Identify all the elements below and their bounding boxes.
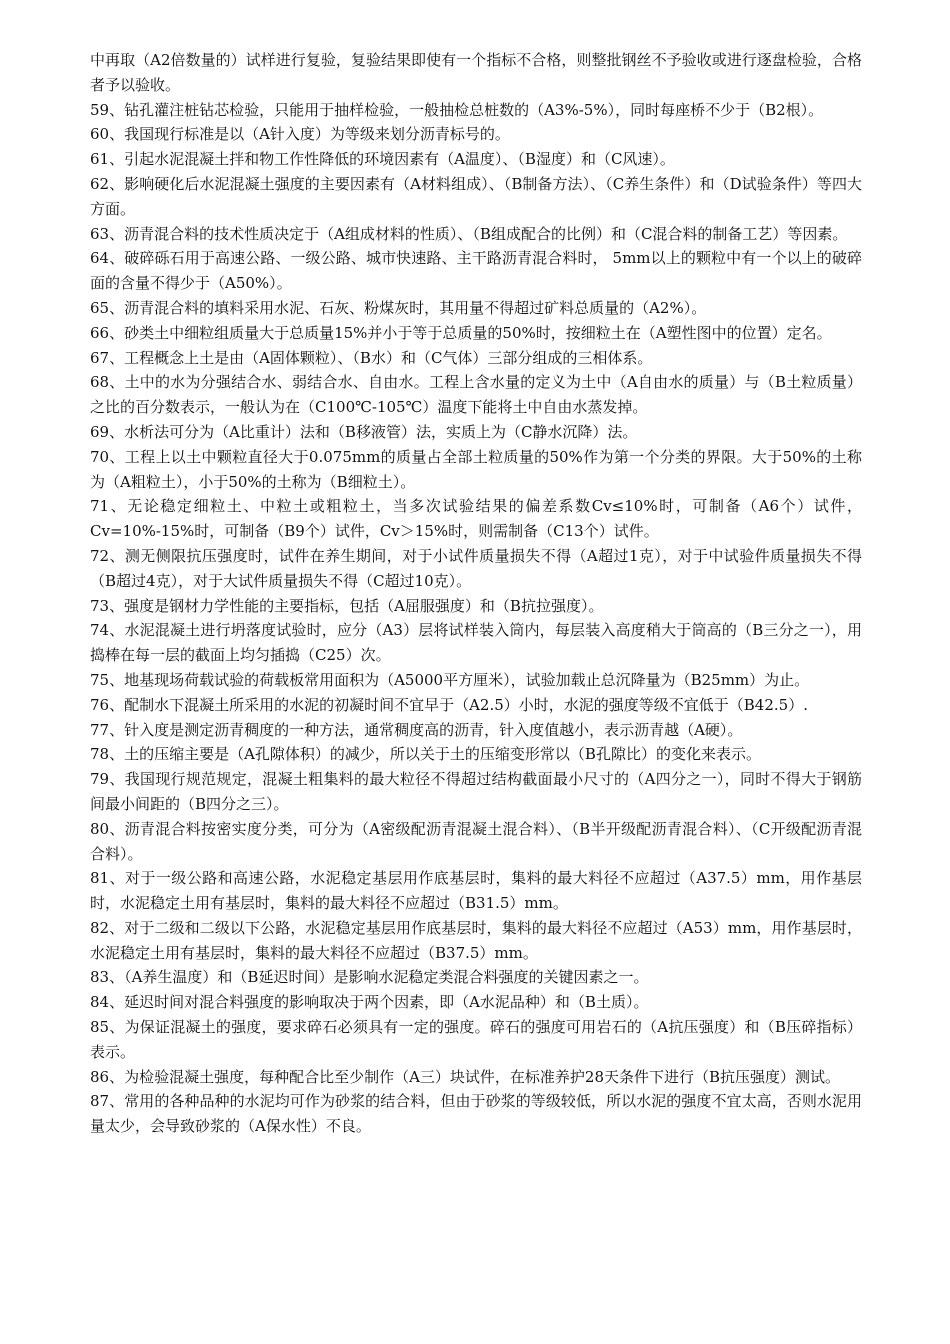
paragraph-78: 78、土的压缩主要是（A孔隙体积）的减少，所以关于土的压缩变形常以（B孔隙比）的变化来表示。 bbox=[90, 745, 761, 764]
paragraph-80: 80、沥青混合料按密实度分类，可分为（A密级配沥青混凝土混合料）、（B半开级配沥青混合料）、（C开级配沥青混合料）。 bbox=[90, 819, 862, 863]
paragraph-87: 87、常用的各种品种的水泥均可作为砂浆的结合料，但由于砂浆的等级较低，所以水泥的强度不宜太高，否则水泥用量太少，会导致砂浆的（A保水性）不良。 bbox=[90, 1092, 862, 1136]
paragraph-66: 66、砂类土中细粒组质量大于总质量15%并小于等于总质量的50%时，按细粒土在（A塑性图中的位置）定名。 bbox=[90, 323, 832, 342]
paragraph-65: 65、沥青混合料的填料采用水泥、石灰、粉煤灰时，其用量不得超过矿料总质量的（A2%）。 bbox=[90, 298, 707, 317]
paragraph-70: 70、工程上以土中颗粒直径大于0.075mm的质量占全部土粒质量的50%作为第一个分类的界限。大于50%的土称为（A粗粒土），小于50%的土称为（B细粒土）。 bbox=[90, 447, 862, 491]
paragraph-75: 75、地基现场荷载试验的荷载板常用面积为（A5000平方厘米），试验加载止总沉降量为（B25mm）为止。 bbox=[90, 670, 810, 689]
paragraph-69: 69、水析法可分为（A比重计）法和（B移液管）法，实质上为（C静水沉降）法。 bbox=[90, 422, 638, 441]
paragraph-61: 61、引起水泥混凝土拌和物工作性降低的环境因素有（A温度）、（B湿度）和（C风速）。 bbox=[90, 150, 675, 169]
paragraph-64: 64、破碎砾石用于高速公路、一级公路、城市快速路、主干路沥青混合料时， 5mm以上的颗粒中有一个以上的破碎面的含量不得少于（A50%）。 bbox=[90, 249, 862, 293]
paragraph-74: 74、水泥混凝土进行坍落度试验时，应分（A3）层将试样装入筒内，每层装入高度稍大于筒高的（B三分之一），用捣棒在每一层的截面上均匀插捣（C25）次。 bbox=[90, 621, 862, 665]
paragraph-86: 86、为检验混凝土强度，每种配合比至少制作（A三）块试件，在标准养护28天条件下进行（B抗压强度）测试。 bbox=[90, 1067, 841, 1086]
paragraph-73: 73、强度是钢材力学性能的主要指标，包括（A屈服强度）和（B抗拉强度）。 bbox=[90, 596, 604, 615]
paragraph-63: 63、沥青混合料的技术性质决定于（A组成材料的性质）、（B组成配合的比例）和（C混合料的制备工艺）等因素。 bbox=[90, 224, 848, 243]
paragraph-59: 59、钻孔灌注桩钻芯检验，只能用于抽样检验，一般抽检总桩数的（A3%-5%），同时每座桥不少于（B2根）。 bbox=[90, 100, 824, 119]
paragraph-68: 68、土中的水为分强结合水、弱结合水、自由水。工程上含水量的定义为土中（A自由水的质量）与（B土粒质量）之比的百分数表示，一般认为在（C100℃-105℃）温度下能将土中自由水蒸发掉。 bbox=[90, 373, 862, 417]
paragraph-83: 83、（A养生温度）和（B延迟时间）是影响水泥稳定类混合料强度的关键因素之一。 bbox=[90, 968, 649, 987]
paragraph-82: 82、对于二级和二级以下公路，水泥稳定基层用作底基层时，集料的最大料径不应超过（A53）mm，用作基层时，水泥稳定土用有基层时，集料的最大料径不应超过（B37.5）mm。 bbox=[90, 918, 862, 962]
paragraph-84: 84、延迟时间对混合料强度的影响取决于两个因素，即（A水泥品种）和（B土质）。 bbox=[90, 993, 649, 1012]
paragraph-67: 67、工程概念上土是由（A固体颗粒）、（B水）和（C气体）三部分组成的三相体系。 bbox=[90, 348, 653, 367]
paragraph-72: 72、测无侧限抗压强度时，试件在养生期间，对于小试件质量损失不得（A超过1克），对于中试验件质量损失不得（B超过4克），对于大试件质量损失不得（C超过10克）。 bbox=[90, 546, 862, 590]
paragraph-81: 81、对于一级公路和高速公路，水泥稳定基层用作底基层时，集料的最大料径不应超过（A37.5）mm，用作基层时，水泥稳定土用有基层时，集料的最大料径不应超过（B31.5）mm。 bbox=[90, 869, 862, 913]
paragraph-60: 60、我国现行标准是以（A针入度）为等级来划分沥青标号的。 bbox=[90, 125, 510, 144]
document-page bbox=[90, 48, 862, 1139]
paragraph-76: 76、配制水下混凝土所采用的水泥的初凝时间不宜早于（A2.5）小时，水泥的强度等级不宜低于（B42.5）. bbox=[90, 695, 808, 714]
paragraph-85: 85、为保证混凝土的强度，要求碎石必须具有一定的强度。碎石的强度可用岩石的（A抗压强度）和（B压碎指标）表示。 bbox=[90, 1018, 862, 1061]
paragraph-58-continued: 中再取（A2倍数量的）试样进行复验，复验结果即使有一个指标不合格，则整批钢丝不予验收或进行逐盘检验，合格者予以验收。 bbox=[90, 51, 862, 94]
paragraph-77: 77、针入度是测定沥青稠度的一种方法，通常稠度高的沥青，针入度值越小，表示沥青越（A硬）。 bbox=[90, 720, 743, 739]
paragraph-71: 71、无论稳定细粒土、中粒土或粗粒土，当多次试验结果的偏差系数Cv≤10%时，可制备（A6个）试件，Cv=10%-15%时，可制备（B9个）试件，Cv＞15%时，则需制备（C13个）试件。 bbox=[90, 497, 862, 541]
paragraph-62: 62、影响硬化后水泥混凝土强度的主要因素有（A材料组成）、（B制备方法）、（C养生条件）和（D试验条件）等四大方面。 bbox=[90, 174, 862, 218]
paragraph-79: 79、我国现行规范规定，混凝土粗集料的最大粒径不得超过结构截面最小尺寸的（A四分之一），同时不得大于钢筋间最小间距的（B四分之三）。 bbox=[90, 770, 862, 813]
